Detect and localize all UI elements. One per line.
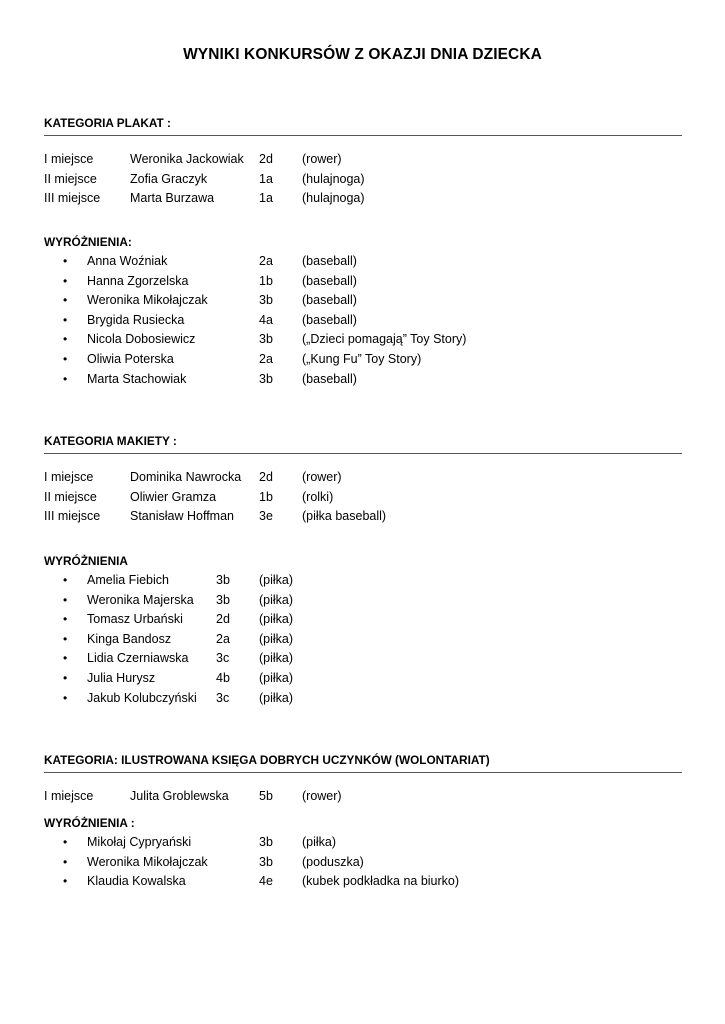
distinction-name: Marta Stachowiak [87,371,187,386]
bullet-icon: • [63,592,68,607]
winner-class: 1a [259,171,273,186]
bullet-icon: • [63,573,68,587]
distinction-prize: (poduszka) [302,854,364,869]
distinction-prize: (piłka) [259,592,294,607]
distinction-class: 3b [259,293,273,308]
distinction-prize: (piłka) [259,573,294,587]
distinction-name: Lidia Czerniawska [87,651,189,666]
distinction-prize: („Dzieci pomagają” Toy Story) [302,332,467,347]
distinctions-heading: WYRÓŻNIENIA: [44,235,132,249]
bullet-icon: • [63,690,68,705]
distinction-class: 2a [259,351,273,366]
winner-name: Stanisław Hoffman [130,509,234,523]
distinction-name: Julia Hurysz [87,670,156,685]
list-item [44,630,682,650]
winner-name: Marta Burzawa [130,191,215,205]
distinctions-list [44,252,682,389]
place-label: II miejsce [44,489,97,504]
distinction-name: Weronika Majerska [87,592,194,607]
list-item [44,872,682,892]
winner-name: Oliwier Gramza [130,489,217,504]
bullet-icon: • [63,854,68,869]
distinction-prize: (piłka) [259,612,294,627]
winner-prize: (rolki) [302,489,334,504]
winner-class: 1a [259,191,273,205]
distinction-prize: (baseball) [302,293,357,308]
distinction-prize: (baseball) [302,312,357,327]
distinction-class: 1b [259,273,273,288]
winner-name: Zofia Graczyk [130,171,208,186]
place-row [44,787,682,807]
bullet-icon: • [63,293,68,308]
bullet-icon: • [63,332,68,347]
distinction-class: 3b [259,371,273,386]
distinction-prize: (piłka) [302,835,337,849]
bullet-icon: • [63,312,68,327]
distinctions-plakat [44,233,682,389]
place-label: I miejsce [44,789,94,803]
distinction-name: Amelia Fiebich [87,573,169,587]
distinction-prize: („Kung Fu” Toy Story) [302,351,422,366]
winner-class: 3e [259,509,273,523]
distinctions-heading: WYRÓŻNIENIA : [44,816,135,830]
list-item [44,591,682,611]
winner-class: 1b [259,489,273,504]
list-item [44,669,682,689]
distinction-name: Weronika Mikołajczak [87,854,208,869]
list-item [44,610,682,630]
place-row [44,507,682,527]
bullet-icon: • [63,273,68,288]
distinction-class: 4e [259,874,273,889]
list-item [44,571,682,591]
distinction-name: Jakub Kolubczyński [87,690,197,705]
distinction-class: 3b [216,573,230,587]
distinction-class: 2a [216,631,230,646]
distinctions-heading: WYRÓŻNIENIA [44,554,128,568]
places-list [44,468,682,527]
distinction-prize: (baseball) [302,254,357,268]
list-item [44,252,682,272]
distinctions-list [44,571,682,708]
winner-prize: (rower) [302,789,342,803]
list-item [44,689,682,709]
distinctions-makiety [44,552,682,708]
bullet-icon: • [63,351,68,366]
place-row [44,468,682,488]
section-plakat [44,116,682,209]
distinction-class: 3c [216,651,230,666]
bullet-icon: • [63,631,68,646]
list-item [44,833,682,853]
category-heading: KATEGORIA: ILUSTROWANA KSIĘGA DOBRYCH UCZYNKÓW (WOLONTARIAT) [44,753,682,773]
distinction-class: 2d [216,612,230,627]
distinction-class: 3b [259,332,273,347]
list-item [44,272,682,292]
bullet-icon: • [63,371,68,386]
list-item [44,370,682,390]
winner-prize: (rower) [302,470,342,484]
list-item [44,649,682,669]
winner-prize: (hulajnoga) [302,191,365,205]
place-row [44,488,682,508]
place-label: III miejsce [44,509,101,523]
document-title: WYNIKI KONKURSÓW Z OKAZJI DNIA DZIECKA [183,46,542,63]
winner-name: Dominika Nawrocka [130,470,242,484]
winner-prize: (rower) [302,152,342,166]
distinction-class: 3b [259,854,273,869]
winner-prize: (piłka baseball) [302,509,387,523]
winner-class: 2d [259,152,273,166]
distinction-name: Kinga Bandosz [87,631,172,646]
list-item [44,311,682,331]
distinction-class: 4b [216,670,230,685]
place-label: I miejsce [44,152,94,166]
distinction-class: 4a [259,312,273,327]
distinctions-wolontariat [44,814,682,892]
distinction-name: Brygida Rusiecka [87,312,185,327]
section-wolontariat [44,753,682,807]
winner-class: 2d [259,470,273,484]
winner-class: 5b [259,789,273,803]
places-list [44,787,682,807]
category-heading: KATEGORIA MAKIETY : [44,434,682,454]
distinction-name: Mikołaj Cypryański [87,835,192,849]
distinction-name: Nicola Dobosiewicz [87,332,196,347]
place-label: III miejsce [44,191,101,205]
distinction-prize: (piłka) [259,670,294,685]
list-item [44,330,682,350]
winner-name: Weronika Jackowiak [130,152,244,166]
bullet-icon: • [63,254,68,268]
distinction-class: 2a [259,254,273,268]
place-label: II miejsce [44,171,97,186]
list-item [44,291,682,311]
distinction-prize: (kubek podkładka na biurko) [302,874,460,889]
distinction-name: Oliwia Poterska [87,351,174,366]
places-list [44,150,682,209]
distinctions-list [44,833,682,892]
winner-name: Julita Groblewska [130,789,229,803]
distinction-prize: (piłka) [259,651,294,666]
distinction-prize: (baseball) [302,371,357,386]
bullet-icon: • [63,874,68,889]
distinction-prize: (piłka) [259,631,294,646]
place-row [44,150,682,170]
bullet-icon: • [63,835,68,849]
bullet-icon: • [63,670,68,685]
place-row [44,170,682,190]
distinction-class: 3b [259,835,273,849]
distinction-name: Anna Woźniak [87,254,168,268]
winner-prize: (hulajnoga) [302,171,365,186]
list-item [44,853,682,873]
distinction-name: Klaudia Kowalska [87,874,186,889]
place-row [44,189,682,209]
distinction-class: 3b [216,592,230,607]
distinction-name: Hanna Zgorzelska [87,273,189,288]
list-item [44,350,682,370]
place-label: I miejsce [44,470,94,484]
bullet-icon: • [63,651,68,666]
category-heading: KATEGORIA PLAKAT : [44,116,682,136]
distinction-prize: (piłka) [259,690,294,705]
distinction-name: Tomasz Urbański [87,612,183,627]
distinction-class: 3c [216,690,230,705]
bullet-icon: • [63,612,68,627]
distinction-name: Weronika Mikołajczak [87,293,208,308]
distinction-prize: (baseball) [302,273,357,288]
section-makiety [44,434,682,527]
